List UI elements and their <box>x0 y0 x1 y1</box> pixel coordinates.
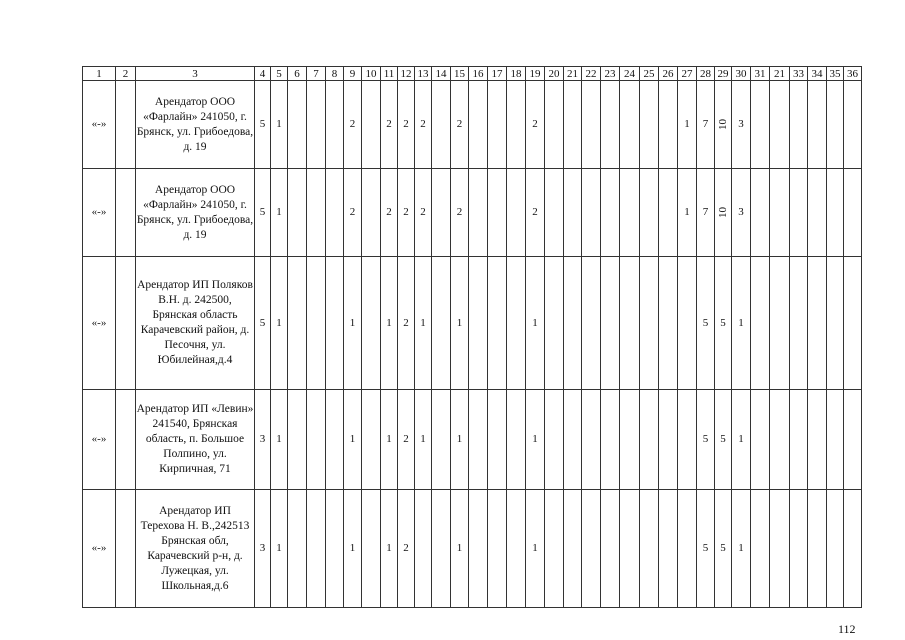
value-cell: 1 <box>344 490 362 608</box>
value-cell: 1 <box>451 390 469 490</box>
column-number: 5 <box>271 67 288 81</box>
value-cell: 1 <box>678 81 697 169</box>
value-cell <box>432 169 451 257</box>
column-number: 31 <box>751 67 770 81</box>
value-cell <box>601 169 620 257</box>
value-cell <box>469 490 488 608</box>
column-number: 6 <box>288 67 307 81</box>
value-cell <box>640 257 659 390</box>
value-cell <box>620 490 640 608</box>
value-cell: 2 <box>398 257 415 390</box>
value-cell <box>601 81 620 169</box>
value-cell <box>507 390 526 490</box>
column-number: 14 <box>432 67 451 81</box>
value-cell <box>582 257 601 390</box>
column-number: 2 <box>116 67 136 81</box>
value-cell: 5 <box>255 257 271 390</box>
value-cell <box>288 169 307 257</box>
value-cell <box>659 257 678 390</box>
value-cell <box>659 390 678 490</box>
column-number: 10 <box>362 67 381 81</box>
value-cell <box>620 169 640 257</box>
value-cell: 2 <box>398 81 415 169</box>
value-cell <box>307 257 326 390</box>
column-number: 27 <box>678 67 697 81</box>
value-cell <box>362 81 381 169</box>
value-cell: 1 <box>344 257 362 390</box>
value-cell <box>564 390 582 490</box>
value-cell <box>659 81 678 169</box>
value-cell <box>827 390 844 490</box>
value-cell <box>326 81 344 169</box>
row-marker: «-» <box>83 169 116 257</box>
value-cell: 2 <box>415 169 432 257</box>
value-cell: 5 <box>697 390 715 490</box>
value-cell <box>545 169 564 257</box>
rotated-value: 10 <box>716 119 729 130</box>
value-cell: 2 <box>526 169 545 257</box>
value-cell <box>601 257 620 390</box>
tenant-description: Арендатор ИП «Левин» 241540, Брянская область, п. Большое Полпино, ул. Кирпичная, 71 <box>136 390 255 490</box>
value-cell <box>507 490 526 608</box>
value-cell: 5 <box>715 490 732 608</box>
value-cell: 5 <box>697 490 715 608</box>
value-cell <box>640 169 659 257</box>
value-cell <box>751 490 770 608</box>
table-row <box>83 257 862 390</box>
value-cell: 2 <box>344 169 362 257</box>
value-cell <box>288 81 307 169</box>
column-number: 4 <box>255 67 271 81</box>
value-cell <box>545 390 564 490</box>
value-cell: 1 <box>381 390 398 490</box>
value-cell <box>770 81 790 169</box>
value-cell <box>307 490 326 608</box>
column-number: 12 <box>398 67 415 81</box>
data-table <box>82 66 862 608</box>
value-cell <box>564 169 582 257</box>
column-number: 16 <box>469 67 488 81</box>
value-cell: 2 <box>415 81 432 169</box>
value-cell <box>415 490 432 608</box>
value-cell: 2 <box>398 390 415 490</box>
value-cell <box>488 257 507 390</box>
value-cell <box>288 390 307 490</box>
value-cell: 2 <box>381 169 398 257</box>
value-cell: 5 <box>255 81 271 169</box>
column-number: 24 <box>620 67 640 81</box>
value-cell <box>790 257 808 390</box>
value-cell <box>827 257 844 390</box>
row-marker: «-» <box>83 390 116 490</box>
value-cell: 1 <box>344 390 362 490</box>
value-cell <box>770 390 790 490</box>
value-cell <box>620 81 640 169</box>
value-cell <box>488 390 507 490</box>
value-cell <box>790 81 808 169</box>
value-cell <box>488 169 507 257</box>
value-cell: 7 <box>697 169 715 257</box>
value-cell: 3 <box>732 169 751 257</box>
value-cell: 2 <box>451 81 469 169</box>
value-cell <box>659 490 678 608</box>
value-cell <box>507 257 526 390</box>
value-cell <box>362 390 381 490</box>
value-cell: 1 <box>678 169 697 257</box>
value-cell <box>808 81 827 169</box>
value-cell <box>469 390 488 490</box>
value-cell <box>659 169 678 257</box>
tenant-description: Арендатор ИП Поляков В.Н. д. 242500, Брянская область Карачевский район, д. Песочня, ул. Юбилейная,д.4 <box>136 257 255 390</box>
value-cell <box>564 257 582 390</box>
table-row <box>83 490 862 608</box>
column-number: 23 <box>601 67 620 81</box>
value-cell: 1 <box>415 390 432 490</box>
value-cell <box>790 490 808 608</box>
table-row <box>83 169 862 257</box>
value-cell <box>545 257 564 390</box>
value-cell <box>620 390 640 490</box>
value-cell <box>582 490 601 608</box>
column-number: 33 <box>790 67 808 81</box>
value-cell: 1 <box>732 257 751 390</box>
value-cell <box>827 490 844 608</box>
value-cell <box>116 257 136 390</box>
value-cell: 5 <box>697 257 715 390</box>
column-number: 29 <box>715 67 732 81</box>
value-cell: 5 <box>715 257 732 390</box>
value-cell <box>808 390 827 490</box>
value-cell: 2 <box>344 81 362 169</box>
value-cell <box>751 257 770 390</box>
value-cell: 2 <box>398 169 415 257</box>
tenant-description: Арендатор ИП Терехова Н. В.,242513 Брянская обл, Карачевский р-н, д. Лужецкая, ул. Школьная,д.6 <box>136 490 255 608</box>
table-row <box>83 81 862 169</box>
value-cell <box>432 257 451 390</box>
value-cell: 1 <box>526 390 545 490</box>
value-cell <box>545 490 564 608</box>
value-cell <box>432 490 451 608</box>
value-cell <box>770 169 790 257</box>
column-number: 3 <box>136 67 255 81</box>
value-cell <box>326 390 344 490</box>
column-number: 21 <box>770 67 790 81</box>
column-number: 26 <box>659 67 678 81</box>
value-cell: 3 <box>255 490 271 608</box>
value-cell <box>307 390 326 490</box>
value-cell: 5 <box>715 390 732 490</box>
value-cell <box>432 390 451 490</box>
value-cell <box>564 81 582 169</box>
value-cell <box>844 257 862 390</box>
table-row <box>83 390 862 490</box>
value-cell <box>827 169 844 257</box>
value-cell <box>601 390 620 490</box>
value-cell <box>790 390 808 490</box>
value-cell <box>116 490 136 608</box>
row-marker: «-» <box>83 257 116 390</box>
value-cell <box>827 81 844 169</box>
value-cell <box>715 81 732 169</box>
column-number: 25 <box>640 67 659 81</box>
page-number: 112 <box>838 622 856 636</box>
value-cell <box>678 257 697 390</box>
value-cell <box>507 81 526 169</box>
column-number: 1 <box>83 67 116 81</box>
value-cell <box>116 390 136 490</box>
column-number: 15 <box>451 67 469 81</box>
value-cell <box>362 490 381 608</box>
value-cell <box>751 81 770 169</box>
value-cell: 1 <box>526 257 545 390</box>
value-cell <box>620 257 640 390</box>
column-number: 28 <box>697 67 715 81</box>
value-cell <box>770 490 790 608</box>
value-cell <box>326 257 344 390</box>
value-cell <box>844 390 862 490</box>
value-cell: 2 <box>398 490 415 608</box>
column-number: 21 <box>564 67 582 81</box>
value-cell <box>488 81 507 169</box>
column-number: 30 <box>732 67 751 81</box>
value-cell <box>770 257 790 390</box>
value-cell: 5 <box>255 169 271 257</box>
column-number: 17 <box>488 67 507 81</box>
value-cell <box>564 490 582 608</box>
value-cell <box>545 81 564 169</box>
value-cell: 1 <box>271 490 288 608</box>
value-cell: 3 <box>255 390 271 490</box>
value-cell <box>751 169 770 257</box>
value-cell <box>116 81 136 169</box>
value-cell <box>808 490 827 608</box>
column-number: 18 <box>507 67 526 81</box>
value-cell: 1 <box>451 257 469 390</box>
value-cell <box>715 169 732 257</box>
value-cell <box>326 169 344 257</box>
value-cell: 1 <box>271 390 288 490</box>
value-cell <box>790 169 808 257</box>
value-cell: 1 <box>451 490 469 608</box>
value-cell <box>640 390 659 490</box>
value-cell <box>469 81 488 169</box>
value-cell: 1 <box>271 81 288 169</box>
value-cell <box>362 257 381 390</box>
value-cell: 7 <box>697 81 715 169</box>
value-cell: 3 <box>732 81 751 169</box>
value-cell: 1 <box>381 257 398 390</box>
value-cell: 1 <box>415 257 432 390</box>
rotated-value: 10 <box>716 207 729 218</box>
value-cell <box>469 257 488 390</box>
value-cell <box>288 490 307 608</box>
column-number: 9 <box>344 67 362 81</box>
header-row <box>83 67 862 81</box>
column-number: 20 <box>545 67 564 81</box>
column-number: 8 <box>326 67 344 81</box>
column-number: 19 <box>526 67 545 81</box>
value-cell: 1 <box>271 257 288 390</box>
column-number: 22 <box>582 67 601 81</box>
column-number: 13 <box>415 67 432 81</box>
value-cell <box>326 490 344 608</box>
value-cell <box>808 257 827 390</box>
column-number: 11 <box>381 67 398 81</box>
value-cell <box>844 81 862 169</box>
column-number: 7 <box>307 67 326 81</box>
value-cell: 1 <box>732 390 751 490</box>
column-number: 34 <box>808 67 827 81</box>
value-cell <box>808 169 827 257</box>
value-cell <box>844 169 862 257</box>
value-cell <box>469 169 488 257</box>
value-cell <box>307 169 326 257</box>
value-cell <box>582 169 601 257</box>
row-marker: «-» <box>83 81 116 169</box>
value-cell <box>582 81 601 169</box>
value-cell <box>678 390 697 490</box>
tenant-description: Арендатор ООО «Фарлайн» 241050, г. Брянск, ул. Грибоедова, д. 19 <box>136 169 255 257</box>
value-cell: 1 <box>526 490 545 608</box>
value-cell <box>307 81 326 169</box>
value-cell <box>601 490 620 608</box>
row-marker: «-» <box>83 490 116 608</box>
value-cell <box>844 490 862 608</box>
value-cell <box>488 490 507 608</box>
value-cell <box>582 390 601 490</box>
value-cell: 2 <box>451 169 469 257</box>
value-cell <box>288 257 307 390</box>
value-cell: 2 <box>381 81 398 169</box>
value-cell: 1 <box>732 490 751 608</box>
value-cell: 1 <box>271 169 288 257</box>
tenant-description: Арендатор ООО «Фарлайн» 241050, г. Брянск, ул. Грибоедова, д. 19 <box>136 81 255 169</box>
column-number: 35 <box>827 67 844 81</box>
value-cell <box>432 81 451 169</box>
value-cell <box>751 390 770 490</box>
value-cell: 1 <box>381 490 398 608</box>
value-cell <box>678 490 697 608</box>
value-cell <box>116 169 136 257</box>
column-number: 36 <box>844 67 862 81</box>
value-cell <box>640 81 659 169</box>
value-cell <box>507 169 526 257</box>
value-cell <box>640 490 659 608</box>
value-cell <box>362 169 381 257</box>
value-cell: 2 <box>526 81 545 169</box>
